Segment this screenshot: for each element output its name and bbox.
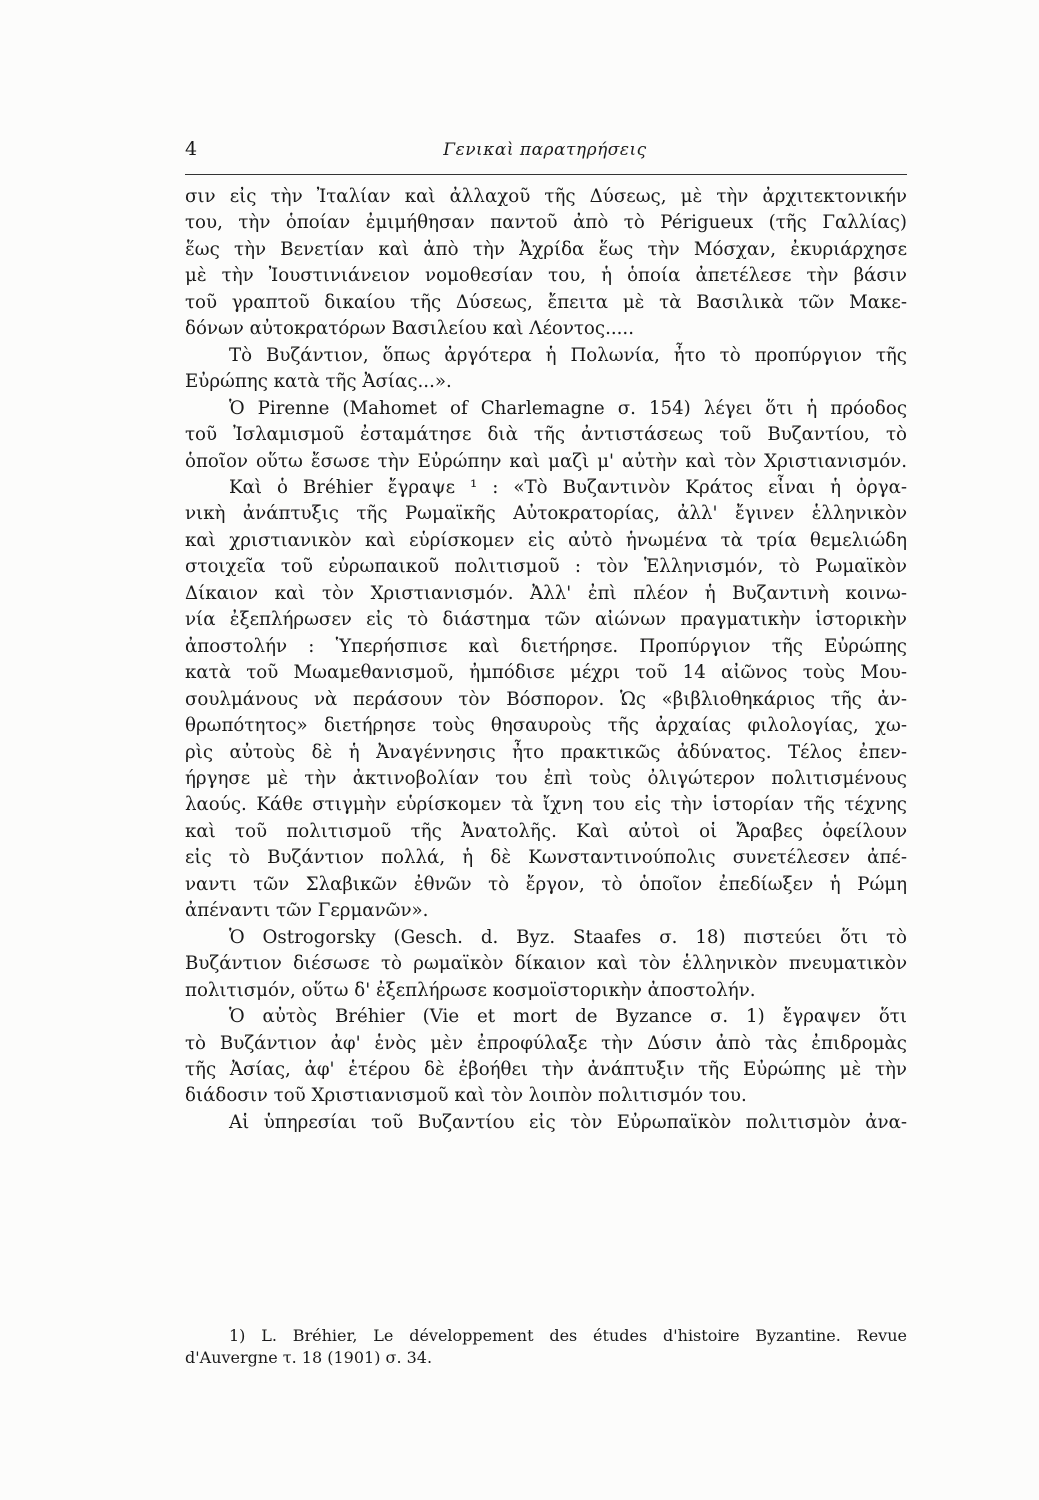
body-line: ὁποῖον οὕτω ἔσωσε τὴν Εὐρώπην καὶ μαζὶ μ' αὐτὴν καὶ τὸν Χριστιανισμόν. — [185, 450, 907, 472]
body-line: καὶ χριστιανικὸν καὶ εὑρίσκομεν εἰς αὐτὸ ἡνωμένα τὰ τρία θεμελιώδη — [185, 529, 907, 551]
body-line: λαούς. Κάθε στιγμὴν εὑρίσκομεν τὰ ἴχνη του εἰς τὴν ἱστορίαν τῆς τέχνης — [185, 794, 907, 816]
body-line: Καὶ ὁ Bréhier ἔγραψε ¹ : «Τὸ Βυζαντινὸν Κράτος εἶναι ἡ ὀργα- — [229, 476, 907, 498]
body-line: Ὁ αὐτὸς Bréhier (Vie et mort de Byzance σ. 1) ἔγραψεν ὅτι — [229, 1006, 907, 1028]
body-line: Βυζάντιον διέσωσε τὸ ρωμαϊκὸν δίκαιον καὶ τὸν ἑλληνικὸν πνευματικὸν — [185, 953, 907, 975]
body-line: στοιχεῖα τοῦ εὐρωπαικοῦ πολιτισμοῦ : τὸν Ἑλληνισμόν, τὸ Ρωμαϊκὸν — [185, 556, 907, 578]
body-line: Τὸ Βυζάντιον, ὅπως ἀργότερα ἡ Πολωνία, ἦτο τὸ προπύργιον τῆς — [229, 344, 907, 366]
body-line: θρωπότητος» διετήρησε τοὺς θησαυροὺς τῆς ἀρχαίας φιλολογίας, χω- — [185, 715, 907, 737]
body-line: ήργησε μὲ τὴν ἀκτινοβολίαν του ἐπὶ τοὺς ὀλιγώτερον πολιτισμένους — [185, 767, 907, 789]
body-line: τῆς Ἀσίας, ἀφ' ἑτέρου δὲ ἐβοήθει τὴν ἀνάπτυξιν τῆς Εὐρώπης μὲ τὴν — [185, 1058, 907, 1080]
body-line: σιν εἰς τὴν Ἰταλίαν καὶ ἀλλαχοῦ τῆς Δύσεως, μὲ τὴν ἀρχιτεκτονικήν — [185, 186, 907, 207]
body-line: Ὁ Ostrogorsky (Gesch. d. Byz. Staafes σ. 18) πιστεύει ὅτι τὸ — [229, 926, 907, 948]
body-line: μὲ τὴν Ἰουστινιάνειον νομοθεσίαν του, ἡ ὁποία ἀπετέλεσε τὴν βάσιν — [185, 265, 907, 287]
body-line: Δίκαιον καὶ τὸν Χριστιανισμόν. Ἀλλ' ἐπὶ πλέον ἡ Βυζαντινὴ κοινω- — [185, 582, 907, 604]
body-line: του, τὴν ὁποίαν ἐμιμήθησαν παντοῦ ἀπὸ τὸ Périgueux (τῆς Γαλλίας) — [185, 212, 907, 234]
body-line: καὶ τοῦ πολιτισμοῦ τῆς Ἀνατολῆς. Καὶ αὐτοὶ οἱ Ἄραβες ὀφείλουν — [185, 820, 907, 842]
footnotes — [185, 1325, 907, 1369]
body-line: κατὰ τοῦ Μωαμεθανισμοῦ, ἠμπόδισε μέχρι τοῦ 14 αἰῶνος τοὺς Μου- — [185, 662, 907, 684]
body-line: νικὴ ἀνάπτυξις τῆς Ρωμαϊκῆς Αὐτοκρατορίας, ἀλλ' ἔγινεν ἑλληνικὸν — [185, 503, 907, 525]
body-line: ρὶς αὐτοὺς δὲ ἡ Ἀναγέννησις ἦτο πρακτικῶς ἀδύνατος. Τέλος ἐπεν- — [185, 741, 907, 763]
body-line: Ὁ Pirenne (Mahomet of Charlemagne σ. 154) λέγει ὅτι ἡ πρόοδος — [229, 397, 907, 419]
body-line: δόνων αὐτοκρατόρων Βασιλείου καὶ Λέοντος..... — [185, 318, 634, 340]
footnote-1-line-1: 1) L. Bréhier, Le développement des études d'histoire Byzantine. Revue — [229, 1326, 907, 1345]
body-line: Εὐρώπης κατὰ τῆς Ἀσίας...». — [185, 371, 452, 393]
body-line: ἀπέναντι τῶν Γερμανῶν». — [185, 900, 429, 922]
body-line: πολιτισμόν, οὕτω δ' ἐξεπλήρωσε κοσμοϊστορικὴν ἀποστολήν. — [185, 979, 756, 1001]
body-line: ναντι τῶν Σλαβικῶν ἐθνῶν τὸ ἔργον, τὸ ὁποῖον ἐπεδίωξεν ἡ Ρώμη — [185, 873, 907, 895]
body-line: εἰς τὸ Βυζάντιον πολλά, ἡ δὲ Κωνσταντινούπολις συνετέλεσεν ἀπέ- — [185, 847, 907, 869]
running-head — [185, 138, 905, 166]
body-line: διάδοσιν τοῦ Χριστιανισμοῦ καὶ τὸν λοιπὸν πολιτισμόν του. — [185, 1085, 747, 1107]
header-rule — [185, 174, 907, 175]
body-line: τοῦ Ἰσλαμισμοῦ ἐσταμάτησε διὰ τῆς ἀντιστάσεως τοῦ Βυζαντίου, τὸ — [185, 424, 907, 446]
page-number: 4 — [185, 138, 198, 160]
running-title: Γενικαὶ παρατηρήσεις — [443, 140, 647, 160]
body-line: τὸ Βυζάντιον ἀφ' ἑνὸς μὲν ἐπροφύλαξε τὴν Δύσιν ἀπὸ τὰς ἐπιδρομὰς — [185, 1032, 907, 1054]
body-line: τοῦ γραπτοῦ δικαίου τῆς Δύσεως, ἔπειτα μὲ τὰ Βασιλικὰ τῶν Μακε- — [185, 291, 907, 313]
body-line: ἕως τὴν Βενετίαν καὶ ἀπὸ τὴν Ἀχρίδα ἕως τὴν Μόσχαν, ἐκυριάρχησε — [185, 238, 907, 260]
body-line: Αἱ ὑπηρεσίαι τοῦ Βυζαντίου εἰς τὸν Εὐρωπαϊκὸν πολιτισμὸν ἀνα- — [229, 1111, 907, 1133]
body-text — [185, 184, 907, 1136]
body-line: νία ἐξεπλήρωσεν εἰς τὸ διάστημα τῶν αἰώνων πραγματικὴν ἱστορικὴν — [185, 609, 907, 631]
footnote-1-line-2: d'Auvergne τ. 18 (1901) σ. 34. — [185, 1348, 433, 1367]
body-line: σουλμάνους νὰ περάσουν τὸν Βόσπορον. Ὡς «βιβλιοθηκάριος τῆς ἀν- — [185, 688, 907, 710]
body-line: ἀποστολήν : Ὑπερήσπισε καὶ διετήρησε. Προπύργιον τῆς Εὐρώπης — [185, 635, 907, 657]
